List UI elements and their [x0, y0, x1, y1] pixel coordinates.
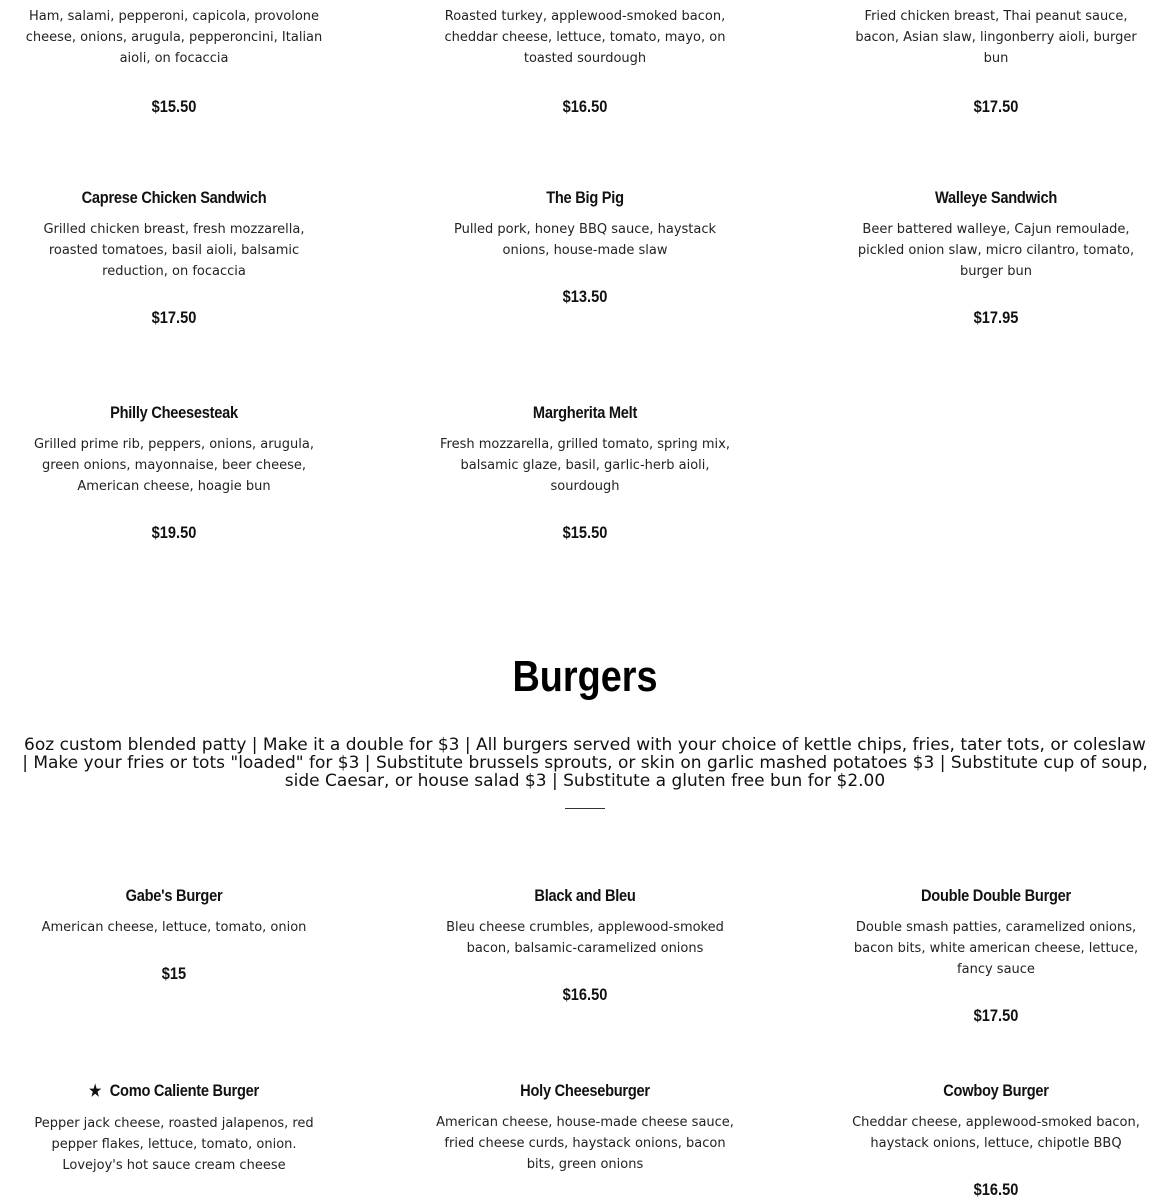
- menu-item-big-pig: [415, 187, 755, 308]
- menu-item-philly-cheesesteak: [4, 402, 344, 544]
- menu-item-description: Grilled chicken breast, fresh mozzarella, roasted tomatoes, basil aioli, balsamic reduction, on focaccia: [43, 222, 305, 279]
- menu-item-price: $17.50: [151, 308, 197, 327]
- menu-item-name: Black and Bleu: [534, 886, 636, 905]
- menu-item-description: Fried chicken breast, Thai peanut sauce, bacon, Asian slaw, lingonberry aioli, burger bun: [855, 9, 1137, 66]
- menu-item-black-and-bleu: [415, 885, 755, 1006]
- menu-item-description: Fresh mozzarella, grilled tomato, spring mix, balsamic glaze, basil, garlic-herb aioli, sourdough: [440, 437, 730, 494]
- menu-item-holy-cheeseburger: [415, 1080, 755, 1175]
- menu-item-price: $15.50: [562, 523, 608, 542]
- menu-item-cowboy-burger: [826, 1080, 1166, 1200]
- menu-item-name: Cowboy Burger: [943, 1081, 1049, 1100]
- section-note-burgers: 6oz custom blended patty | Make it a double for $3 | All burgers served with your choice of kettle chips, fries, tater tots, or coleslaw | Make your fries or tots "loaded" for $3 | Substitute brussels sprouts, or skin on garlic mashed potatoes $3 | Substitute cup of soup, side Caesar, or house salad $3 | Substitute a gluten free bun for $2.00: [22, 735, 1148, 791]
- menu-item-price: $15.50: [151, 97, 197, 116]
- menu-item-price: $17.50: [973, 97, 1019, 116]
- menu-item-description: American cheese, house-made cheese sauce, fried cheese curds, haystack onions, bacon bits, green onions: [436, 1115, 734, 1172]
- menu-item-como-caliente-burger: [4, 1080, 344, 1176]
- menu-item-name: Double Double Burger: [921, 886, 1071, 905]
- menu-item-description: Beer battered walleye, Cajun remoulade, pickled onion slaw, micro cilantro, tomato, burger bun: [857, 222, 1135, 279]
- star-icon: ★: [89, 1083, 102, 1100]
- menu-item-walleye: [826, 187, 1166, 329]
- menu-item-margherita-melt: [415, 402, 755, 544]
- menu-item-name: Walleye Sandwich: [934, 188, 1058, 207]
- menu-item-price: $16.50: [562, 97, 608, 116]
- menu-item-name: The Big Pig: [546, 188, 624, 207]
- menu-item-turkey-club: [415, 6, 755, 118]
- menu-item-name: Margherita Melt: [532, 403, 638, 422]
- menu-item-description: Pepper jack cheese, roasted jalapenos, red pepper flakes, lettuce, tomato, onion. Lovejoy's hot sauce cream cheese: [34, 1116, 314, 1173]
- menu-item-description: Double smash patties, caramelized onions, bacon bits, white american cheese, lettuce, fancy sauce: [853, 920, 1139, 977]
- menu-item-thai-chicken: [826, 6, 1166, 118]
- menu-item-price: $17.95: [973, 308, 1019, 327]
- menu-item-name: Holy Cheeseburger: [520, 1081, 650, 1100]
- menu-item-description: Grilled prime rib, peppers, onions, arugula, green onions, mayonnaise, beer cheese, American cheese, hoagie bun: [33, 437, 315, 494]
- menu-item-caprese-chicken: [4, 187, 344, 329]
- menu-item-italian: [4, 6, 344, 118]
- menu-item-name: [28, 1080, 320, 1103]
- menu-item-name-text: Como Caliente Burger: [109, 1081, 259, 1100]
- menu-item-description: Pulled pork, honey BBQ sauce, haystack onions, house-made slaw: [453, 222, 717, 258]
- menu-item-description: Roasted turkey, applewood-smoked bacon, cheddar cheese, lettuce, tomato, mayo, on toasted sourdough: [444, 9, 726, 66]
- menu-item-description: American cheese, lettuce, tomato, onion: [41, 920, 307, 935]
- menu-item-name: Gabe's Burger: [125, 886, 223, 905]
- menu-item-gabes-burger: [4, 885, 344, 985]
- menu-item-price: $13.50: [562, 287, 608, 306]
- menu-item-price: $19.50: [151, 523, 197, 542]
- section-divider: [565, 808, 605, 809]
- menu-item-description: Bleu cheese crumbles, applewood-smoked bacon, balsamic-caramelized onions: [446, 920, 724, 956]
- menu-item-price: $16.50: [973, 1180, 1019, 1199]
- menu-item-price: $17.50: [973, 1006, 1019, 1025]
- menu-item-name: Philly Cheesesteak: [110, 403, 238, 422]
- menu-item-price: $15: [161, 964, 187, 983]
- menu-item-double-double-burger: [826, 885, 1166, 1027]
- menu-item-description: Ham, salami, pepperoni, capicola, provolone cheese, onions, arugula, pepperoncini, Italian aioli, on focaccia: [25, 9, 323, 66]
- menu-item-price: $16.50: [562, 985, 608, 1004]
- menu-item-description: Cheddar cheese, applewood-smoked bacon, haystack onions, lettuce, chipotle BBQ: [852, 1115, 1140, 1151]
- menu-item-name: Caprese Chicken Sandwich: [81, 188, 267, 207]
- section-title-burgers: Burgers: [512, 652, 658, 701]
